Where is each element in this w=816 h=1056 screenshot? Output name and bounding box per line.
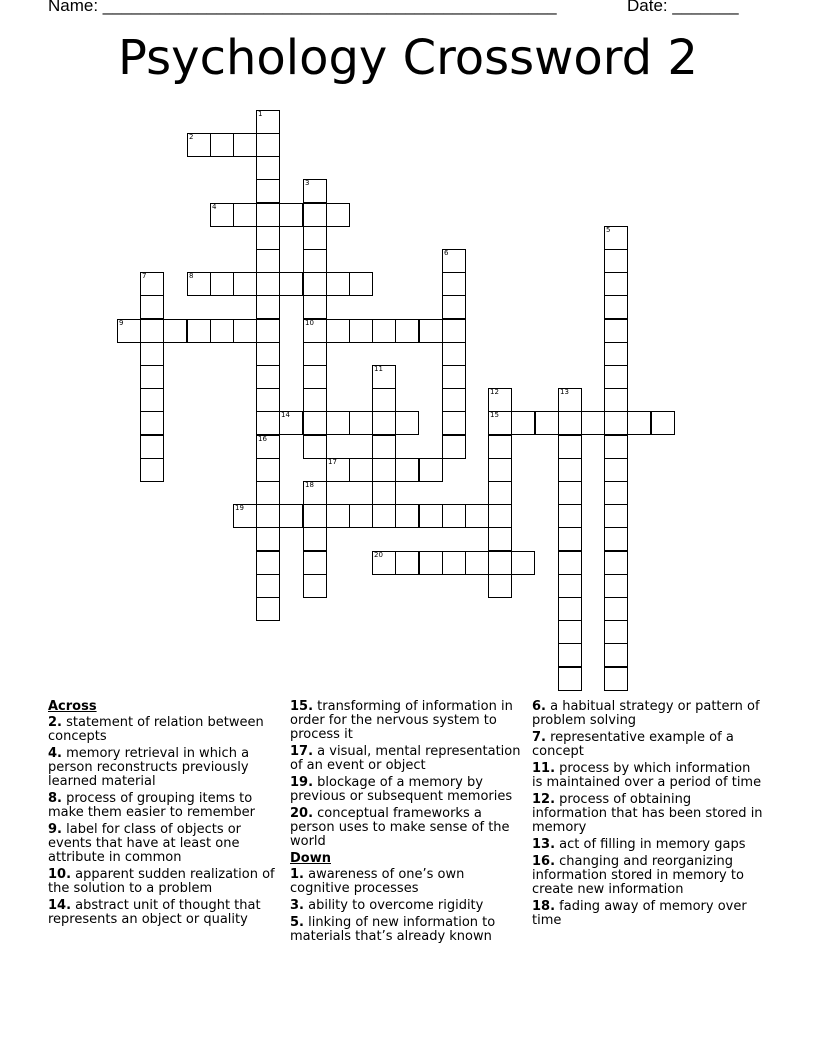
grid-cell[interactable] [442,435,466,459]
grid-cell[interactable] [627,411,651,435]
grid-cell[interactable] [442,295,466,319]
clue-number: 18. [532,899,556,914]
grid-cell[interactable] [604,527,628,551]
grid-cell[interactable] [558,481,582,505]
clue-text: changing and reorganizing information stored in memory to create new information [532,854,744,897]
clue-text: process of obtaining information that has been stored in memory [532,792,763,835]
grid-cell[interactable] [303,179,327,203]
clue-number-label: 12 [490,388,499,396]
grid-cell[interactable] [140,295,164,319]
grid-cell[interactable] [326,504,350,528]
grid-cell[interactable] [604,597,628,621]
grid-cell[interactable] [558,597,582,621]
grid-cell[interactable] [604,481,628,505]
clue-text: conceptual frameworks a person uses to make sense of the world [290,806,510,849]
grid-cell[interactable] [279,504,303,528]
grid-cell[interactable] [303,295,327,319]
grid-cell[interactable] [140,411,164,435]
clue-item [532,731,764,759]
clue-number: 12. [532,792,556,807]
grid-cell[interactable] [349,319,373,343]
grid-cell[interactable] [372,388,396,412]
grid-cell[interactable] [279,411,303,435]
grid-cell[interactable] [187,272,211,296]
clue-item [290,868,522,896]
grid-cell[interactable] [279,203,303,227]
grid-cell[interactable] [303,319,327,343]
grid-cell[interactable] [140,272,164,296]
grid-cell[interactable] [140,435,164,459]
grid-cell[interactable] [349,411,373,435]
grid-cell[interactable] [256,179,280,203]
grid-cell[interactable] [442,272,466,296]
grid-cell[interactable] [488,551,512,575]
grid-cell[interactable] [558,643,582,667]
grid-cell[interactable] [604,319,628,343]
grid-cell[interactable] [326,272,350,296]
clue-item [48,716,280,744]
grid-cell[interactable] [303,504,327,528]
grid-cell[interactable] [558,411,582,435]
grid-cell[interactable] [256,551,280,575]
grid-cell[interactable] [442,551,466,575]
grid-cell[interactable] [326,458,350,482]
grid-cell[interactable] [349,504,373,528]
clue-number: 7. [532,730,546,745]
clue-item [290,700,522,742]
grid-cell[interactable] [140,388,164,412]
grid-cell[interactable] [256,458,280,482]
clue-number-label: 19 [235,504,244,512]
grid-cell[interactable] [303,411,327,435]
clue-number: 19. [290,775,314,790]
grid-cell[interactable] [395,551,419,575]
clue-number-label: 14 [281,411,290,419]
clue-column-1 [48,700,280,930]
grid-cell[interactable] [604,504,628,528]
grid-cell[interactable] [326,411,350,435]
grid-cell[interactable] [558,620,582,644]
name-field-label: Name: ________________________________________________ [48,0,557,15]
clue-item [48,823,280,865]
across-heading: Across [48,699,97,714]
grid-cell[interactable] [256,574,280,598]
grid-cell[interactable] [442,319,466,343]
clue-item [532,855,764,897]
grid-cell[interactable] [372,365,396,389]
grid-cell[interactable] [256,527,280,551]
grid-cell[interactable] [604,435,628,459]
clue-number: 1. [290,867,304,882]
grid-cell[interactable] [511,551,535,575]
grid-cell[interactable] [372,551,396,575]
clue-number-label: 1 [258,110,263,118]
grid-cell[interactable] [604,643,628,667]
clue-item [48,899,280,927]
grid-cell[interactable] [558,458,582,482]
grid-cell[interactable] [163,319,187,343]
clue-number: 11. [532,761,556,776]
grid-cell[interactable] [465,504,489,528]
clue-number-label: 15 [490,411,499,419]
grid-cell[interactable] [117,319,141,343]
clue-number: 8. [48,791,62,806]
clue-text: abstract unit of thought that represents an object or quality [48,898,261,927]
clue-item [290,916,522,944]
grid-cell[interactable] [349,458,373,482]
clue-number: 17. [290,744,314,759]
grid-cell[interactable] [256,272,280,296]
grid-cell[interactable] [303,527,327,551]
clue-item [532,900,764,928]
grid-cell[interactable] [558,527,582,551]
grid-cell[interactable] [395,411,419,435]
grid-cell[interactable] [604,249,628,273]
grid-cell[interactable] [256,156,280,180]
clue-item [290,776,522,804]
grid-cell[interactable] [233,272,257,296]
grid-cell[interactable] [372,458,396,482]
grid-cell[interactable] [558,388,582,412]
clue-item [532,838,764,852]
grid-cell[interactable] [604,365,628,389]
grid-cell[interactable] [558,551,582,575]
clue-text: process by which information is maintained over a period of time [532,761,762,790]
grid-cell[interactable] [604,667,628,691]
grid-cell[interactable] [604,272,628,296]
grid-cell[interactable] [372,504,396,528]
grid-cell[interactable] [488,388,512,412]
clue-text: apparent sudden realization of the solution to a problem [48,867,275,896]
clue-number-label: 18 [305,481,314,489]
clue-number-label: 9 [119,319,124,327]
grid-cell[interactable] [303,388,327,412]
grid-cell[interactable] [256,342,280,366]
grid-cell[interactable] [256,504,280,528]
clue-text: label for class of objects or events that have at least one attribute in common [48,822,242,865]
grid-cell[interactable] [442,342,466,366]
grid-cell[interactable] [210,319,234,343]
grid-cell[interactable] [604,458,628,482]
grid-cell[interactable] [256,411,280,435]
grid-cell[interactable] [372,411,396,435]
grid-cell[interactable] [303,574,327,598]
grid-cell[interactable] [140,458,164,482]
grid-cell[interactable] [488,435,512,459]
grid-cell[interactable] [442,504,466,528]
clue-number: 10. [48,867,72,882]
clue-number: 16. [532,854,556,869]
clue-number-label: 2 [189,133,194,141]
down-heading: Down [290,851,331,866]
grid-cell[interactable] [326,319,350,343]
grid-cell[interactable] [604,574,628,598]
grid-cell[interactable] [488,481,512,505]
grid-cell[interactable] [558,504,582,528]
grid-cell[interactable] [140,319,164,343]
clue-text: a habitual strategy or pattern of problem solving [532,699,760,728]
clue-number: 4. [48,746,62,761]
grid-cell[interactable] [419,504,443,528]
grid-cell[interactable] [187,133,211,157]
grid-cell[interactable] [372,319,396,343]
clue-number: 5. [290,915,304,930]
grid-cell[interactable] [256,226,280,250]
clue-number-label: 16 [258,435,267,443]
grid-cell[interactable] [233,203,257,227]
clue-text: representative example of a concept [532,730,734,759]
grid-cell[interactable] [256,481,280,505]
clue-text: blockage of a memory by previous or subsequent memories [290,775,513,804]
clue-number: 14. [48,898,72,913]
clue-column-3 [532,700,764,931]
grid-cell[interactable] [604,342,628,366]
grid-cell[interactable] [442,388,466,412]
grid-cell[interactable] [604,620,628,644]
date-field-label: Date: _______ [627,0,739,15]
clue-text: a visual, mental representation of an event or object [290,744,521,773]
grid-cell[interactable] [256,435,280,459]
grid-cell[interactable] [488,458,512,482]
grid-cell[interactable] [604,388,628,412]
grid-cell[interactable] [581,411,605,435]
clue-number-label: 7 [142,272,147,280]
clue-item [290,745,522,773]
clue-number-label: 17 [328,458,337,466]
clue-number-label: 8 [189,272,194,280]
grid-cell[interactable] [604,411,628,435]
grid-cell[interactable] [604,226,628,250]
clue-item [48,868,280,896]
grid-cell[interactable] [349,272,373,296]
grid-cell[interactable] [303,365,327,389]
clue-text: linking of new information to materials that’s already known [290,915,496,944]
grid-cell[interactable] [279,272,303,296]
grid-cell[interactable] [210,203,234,227]
grid-cell[interactable] [326,203,350,227]
grid-cell[interactable] [511,411,535,435]
clue-item [48,792,280,820]
grid-cell[interactable] [140,342,164,366]
clue-item [532,793,764,835]
grid-cell[interactable] [442,411,466,435]
grid-cell[interactable] [372,435,396,459]
clue-number-label: 3 [305,179,310,187]
grid-cell[interactable] [442,365,466,389]
clue-number: 20. [290,806,314,821]
grid-cell[interactable] [256,295,280,319]
clue-number-label: 20 [374,551,383,559]
clue-number-label: 13 [560,388,569,396]
grid-cell[interactable] [303,272,327,296]
clue-number: 2. [48,715,62,730]
grid-cell[interactable] [256,249,280,273]
clue-text: awareness of one’s own cognitive processes [290,867,465,896]
grid-cell[interactable] [303,481,327,505]
grid-cell[interactable] [558,667,582,691]
grid-cell[interactable] [303,203,327,227]
clue-text: memory retrieval in which a person reconstructs previously learned material [48,746,250,789]
clue-item [48,747,280,789]
grid-cell[interactable] [395,458,419,482]
grid-cell[interactable] [303,435,327,459]
grid-cell[interactable] [604,551,628,575]
grid-cell[interactable] [372,481,396,505]
grid-cell[interactable] [256,133,280,157]
grid-cell[interactable] [465,551,489,575]
clue-item [290,807,522,849]
grid-cell[interactable] [256,388,280,412]
clue-text: process of grouping items to make them easier to remember [48,791,255,820]
clue-number-label: 5 [606,226,611,234]
clue-column-2 [290,700,522,947]
grid-cell[interactable] [488,411,512,435]
clue-number: 6. [532,699,546,714]
grid-cell[interactable] [233,319,257,343]
clue-number: 9. [48,822,62,837]
grid-cell[interactable] [419,458,443,482]
clue-number-label: 10 [305,319,314,327]
grid-cell[interactable] [395,504,419,528]
grid-cell[interactable] [488,574,512,598]
grid-cell[interactable] [256,110,280,134]
clue-text: transforming of information in order for the nervous system to process it [290,699,513,742]
clue-number-label: 6 [444,249,449,257]
grid-cell[interactable] [140,365,164,389]
clue-number-label: 4 [212,203,217,211]
clue-text: ability to overcome rigidity [303,898,484,913]
grid-cell[interactable] [535,411,559,435]
grid-cell[interactable] [256,203,280,227]
grid-cell[interactable] [187,319,211,343]
grid-cell[interactable] [256,319,280,343]
grid-cell[interactable] [419,319,443,343]
grid-cell[interactable] [419,551,443,575]
grid-cell[interactable] [303,249,327,273]
grid-cell[interactable] [442,249,466,273]
grid-cell[interactable] [488,504,512,528]
grid-cell[interactable] [233,133,257,157]
clue-item [290,899,522,913]
grid-cell[interactable] [558,574,582,598]
grid-cell[interactable] [395,319,419,343]
clue-number: 3. [290,898,304,913]
clue-number-label: 11 [374,365,383,373]
grid-cell[interactable] [558,435,582,459]
clue-text: statement of relation between concepts [48,715,264,744]
page-title: Psychology Crossword 2 [118,30,698,86]
clue-text: fading away of memory over time [532,899,747,928]
grid-cell[interactable] [303,342,327,366]
grid-cell[interactable] [210,272,234,296]
clue-text: act of filling in memory gaps [555,837,746,852]
grid-cell[interactable] [303,226,327,250]
grid-cell[interactable] [256,597,280,621]
grid-cell[interactable] [488,527,512,551]
grid-cell[interactable] [256,365,280,389]
clue-number: 15. [290,699,314,714]
clue-item [532,700,764,728]
grid-cell[interactable] [604,295,628,319]
clue-number: 13. [532,837,556,852]
grid-cell[interactable] [233,504,257,528]
grid-cell[interactable] [651,411,675,435]
clue-item [532,762,764,790]
grid-cell[interactable] [303,551,327,575]
grid-cell[interactable] [210,133,234,157]
